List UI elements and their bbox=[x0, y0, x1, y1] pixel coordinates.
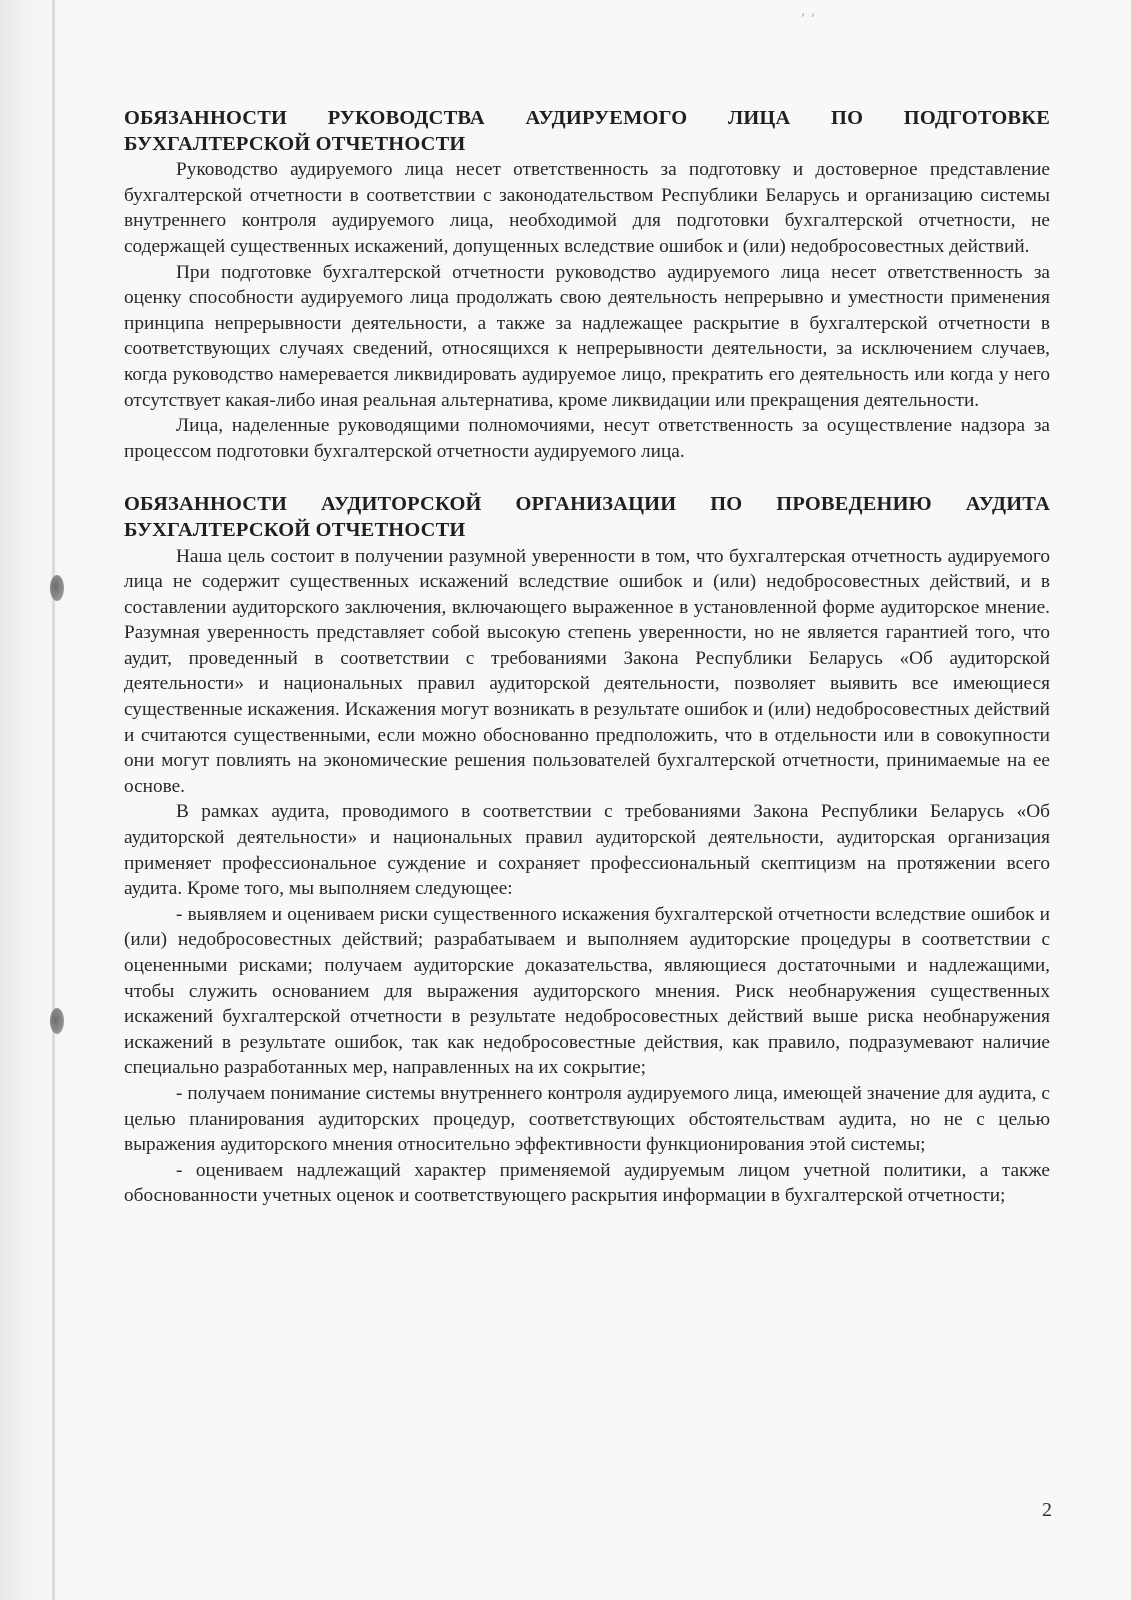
scan-mark: ʼ ʻ bbox=[800, 10, 816, 29]
section-heading-management-responsibilities: ОБЯЗАННОСТИ РУКОВОДСТВА АУДИРУЕМОГО ЛИЦА ПО ПОДГОТОВКЕ БУХГАЛТЕРСКОЙ ОТЧЕТНОСТИ bbox=[124, 107, 1050, 155]
list-item: - выявляем и оцениваем риски существенного искажения бухгалтерской отчетности вследствие ошибок и (или) недобросовестных действий; разрабатываем и выполняем аудиторские процедуры в соответствии с оцененными рисками; получаем аудиторские доказательства, являющиеся достаточными и надлежащими, чтобы служить основанием для выражения аудиторского мнения. Риск необнаружения существенных искажений бухгалтерской отчетности в результате недобросовестных действий выше риска необнаружения искажений в результате ошибок, так как недобросовестные действия, как правило, подразумевают наличие специально разработанных мер, направленных на их сокрытие; bbox=[124, 903, 1050, 1079]
paragraph: При подготовке бухгалтерской отчетности руководство аудируемого лица несет ответственность за оценку способности аудируемого лица продолжать свою деятельность непрерывно и уместности применения принципа непрерывности деятельности, а также за надлежащее раскрытие в бухгалтерской отчетности в соответствующих случаях сведений, относящихся к непрерывности деятельности, за исключением случаев, когда руководство намеревается ликвидировать аудируемое лицо, прекратить его деятельность или когда у него отсутствует какая-либо иная реальная альтернатива, кроме ликвидации или прекращения деятельности. bbox=[124, 261, 1050, 411]
paragraph: В рамках аудита, проводимого в соответствии с требованиями Закона Республики Беларусь «Об аудиторской деятельности» и национальных правил аудиторской деятельности, аудиторская организация применяет профессиональное суждение и сохраняет профессиональный скептицизм на протяжении всего аудита. Кроме того, мы выполняем следующее: bbox=[124, 801, 1050, 900]
list-item: - получаем понимание системы внутреннего контроля аудируемого лица, имеющей значение для аудита, с целью планирования аудиторских процедур, соответствующих обстоятельствам аудита, но не с целью выражения аудиторского мнения относительно эффективности функционирования этой системы; bbox=[124, 1082, 1050, 1156]
paragraph: Лица, наделенные руководящими полномочиями, несут ответственность за осуществление надзора за процессом подготовки бухгалтерской отчетности аудируемого лица. bbox=[124, 415, 1050, 462]
punch-hole bbox=[50, 575, 64, 601]
document-body bbox=[124, 106, 1050, 1209]
section-heading-auditor-responsibilities: ОБЯЗАННОСТИ АУДИТОРСКОЙ ОРГАНИЗАЦИИ ПО ПРОВЕДЕНИЮ АУДИТА БУХГАЛТЕРСКОЙ ОТЧЕТНОСТИ bbox=[124, 493, 1050, 541]
section-gap bbox=[124, 464, 1050, 492]
punch-hole bbox=[50, 1008, 64, 1034]
binder-edge bbox=[52, 0, 55, 1600]
page-number: 2 bbox=[1042, 1499, 1052, 1521]
paragraph: Руководство аудируемого лица несет ответственность за подготовку и достоверное представление бухгалтерской отчетности в соответствии с законодательством Республики Беларусь и организацию системы внутреннего контроля аудируемого лица, необходимой для подготовки бухгалтерской отчетности, не содержащей существенных искажений, допущенных вследствие ошибок и (или) недобросовестных действий. bbox=[124, 159, 1050, 257]
list-item: - оцениваем надлежащий характер применяемой аудируемым лицом учетной политики, а также обоснованности учетных оценок и соответствующего раскрытия информации в бухгалтерской отчетности; bbox=[124, 1159, 1050, 1207]
paragraph: Наша цель состоит в получении разумной уверенности в том, что бухгалтерская отчетность аудируемого лица не содержит существенных искажений вследствие ошибок и (или) недобросовестных действий, и в составлении аудиторского заключения, включающего выраженное в установленной форме аудиторское мнение. Разумная уверенность представляет собой высокую степень уверенности, но не является гарантией того, что аудит, проведенный в соответствии с требованиями Закона Республики Беларусь «Об аудиторской деятельности» и национальных правил аудиторской деятельности, позволяет выявить все имеющиеся существенные искажения. Искажения могут возникать в результате ошибок и (или) недобросовестных действий и считаются существенными, если можно обоснованно предположить, что в отдельности или в совокупности они могут повлиять на экономические решения пользователей бухгалтерской отчетности, принимаемые на ее основе. bbox=[124, 545, 1050, 797]
